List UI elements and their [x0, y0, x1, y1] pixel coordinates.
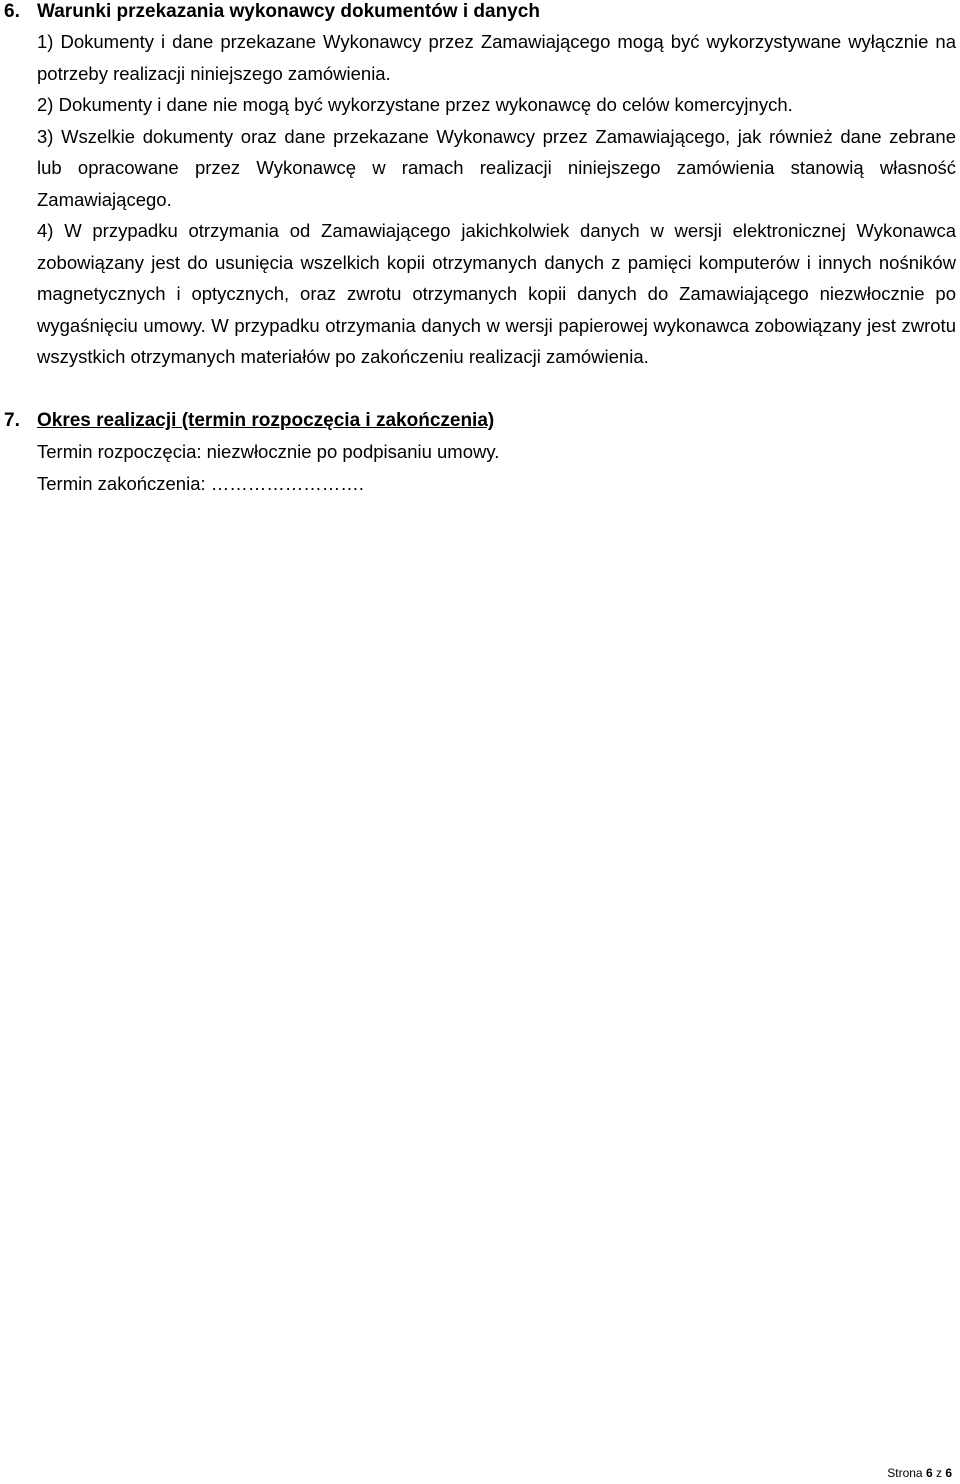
- section-7-number: 7.: [4, 410, 20, 431]
- section-6-list: [4, 26, 956, 373]
- section-7-heading: [4, 409, 956, 433]
- list-item: 2) Dokumenty i dane nie mogą być wykorzystane przez wykonawcę do celów komercyjnych.: [37, 94, 793, 115]
- start-date-line: Termin rozpoczęcia: niezwłocznie po podpisaniu umowy.: [37, 441, 500, 462]
- list-item: 3) Wszelkie dokumenty oraz dane przekazane Wykonawcy przez Zamawiającego, jak również dane zebrane lub opracowane przez Wykonawcę w ramach realizacji niniejszego zamówienia stanowią własność Zamawiającego.: [37, 125, 956, 210]
- footer-total-pages: 6: [945, 1466, 952, 1480]
- section-7-title: Okres realizacji (termin rozpoczęcia i zakończenia): [37, 410, 495, 431]
- end-date-line: Termin zakończenia: …………………….: [37, 472, 364, 494]
- section-6-number: 6.: [4, 1, 20, 22]
- section-7: [4, 409, 956, 499]
- footer-separator: z: [935, 1466, 942, 1480]
- section-6-heading: [4, 0, 956, 24]
- page-number-footer: [887, 1466, 952, 1480]
- section-6-title: Warunki przekazania wykonawcy dokumentów i danych: [37, 1, 540, 22]
- section-6: [4, 0, 956, 373]
- list-item: 4) W przypadku otrzymania od Zamawiającego jakichkolwiek danych w wersji elektronicznej Wykonawca zobowiązany jest do usunięcia wszelkich kopii otrzymanych danych z pamięci komputerów i innych nośników magnetycznych i optycznych, oraz zwrotu otrzymanych kopii danych do Zamawiającego niezwłocznie po wygaśnięciu umowy. W przypadku otrzymania danych w wersji papierowej wykonawca zobowiązany jest zwrotu wszystkich otrzymanych materiałów po zakończeniu realizacji zamówienia.: [37, 220, 956, 367]
- footer-current-page: 6: [925, 1466, 933, 1480]
- footer-prefix: Strona: [887, 1466, 923, 1480]
- list-item: 1) Dokumenty i dane przekazane Wykonawcy przez Zamawiającego mogą być wykorzystywane wyłącznie na potrzeby realizacji niniejszego zamówienia.: [37, 31, 956, 84]
